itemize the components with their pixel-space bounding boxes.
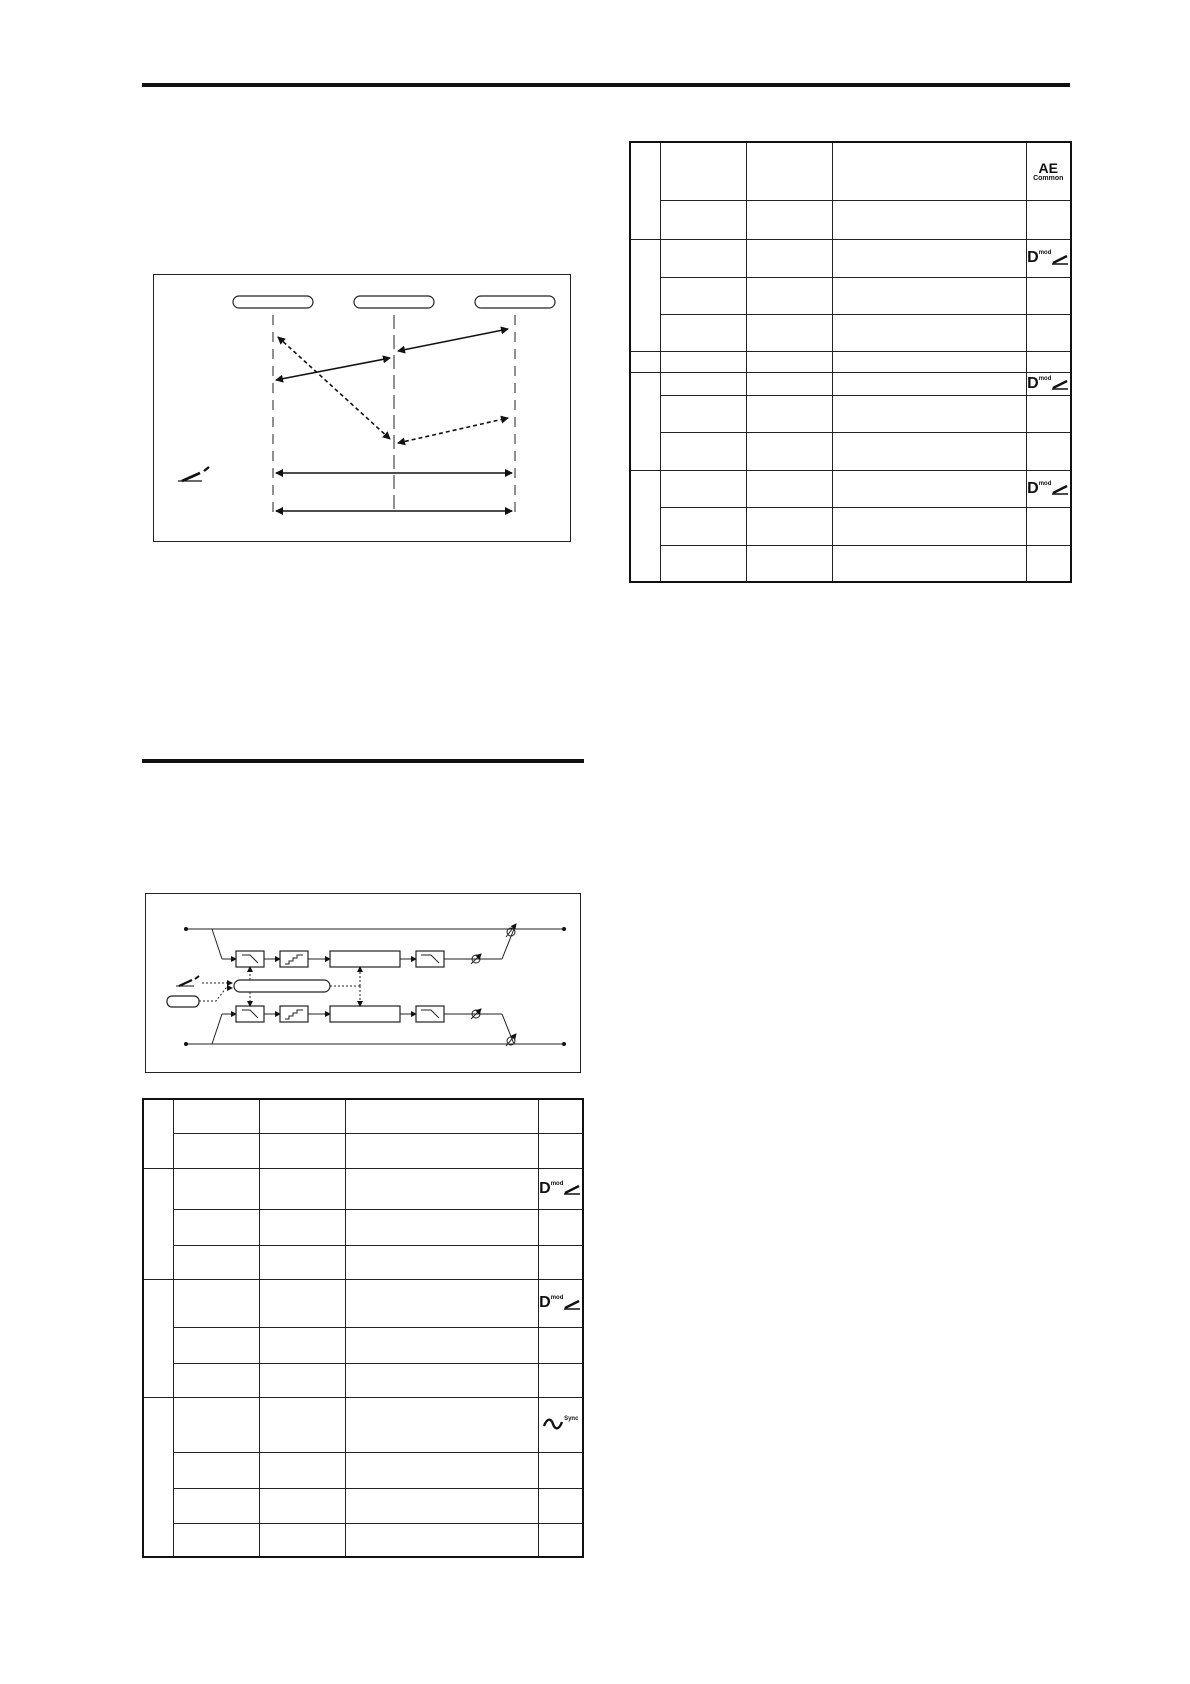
table-cell bbox=[832, 395, 1026, 432]
route-arrow-3 bbox=[278, 337, 390, 439]
table-row bbox=[630, 470, 1071, 507]
table-cell bbox=[746, 200, 832, 239]
lower-process-block bbox=[330, 1006, 400, 1022]
table-cell bbox=[746, 432, 832, 470]
badge-cell bbox=[538, 1327, 583, 1363]
group-cell bbox=[143, 1279, 173, 1397]
table-row bbox=[143, 1488, 583, 1523]
table-cell bbox=[660, 277, 746, 314]
modulation-pill bbox=[234, 980, 330, 992]
table-cell bbox=[345, 1363, 538, 1397]
table-cell bbox=[660, 239, 746, 277]
badge-cell bbox=[538, 1363, 583, 1397]
table-cell bbox=[173, 1488, 259, 1523]
table-cell bbox=[345, 1133, 538, 1168]
table-cell bbox=[345, 1488, 538, 1523]
table-cell bbox=[345, 1327, 538, 1363]
table-row bbox=[630, 142, 1071, 200]
table-row bbox=[630, 277, 1071, 314]
table-row bbox=[143, 1327, 583, 1363]
table-cell bbox=[345, 1245, 538, 1279]
group-cell bbox=[143, 1168, 173, 1279]
table-cell bbox=[746, 372, 832, 395]
route-arrow-2 bbox=[398, 329, 508, 351]
badge-cell bbox=[1026, 277, 1071, 314]
dmod-badge-letter: D bbox=[539, 1294, 551, 1311]
table-row bbox=[143, 1363, 583, 1397]
badge-cell bbox=[1026, 432, 1071, 470]
group-cell bbox=[630, 351, 660, 372]
table-row bbox=[143, 1168, 583, 1209]
badge-cell bbox=[1026, 545, 1071, 582]
table-cell bbox=[660, 351, 746, 372]
control-source-pill bbox=[167, 996, 199, 1007]
sync-badge-label: Sync bbox=[564, 1415, 579, 1422]
parameter-table-right bbox=[629, 141, 1072, 583]
upper-lowpass-block bbox=[416, 951, 444, 967]
table-cell bbox=[259, 1209, 345, 1245]
group-cell bbox=[630, 372, 660, 470]
table-cell bbox=[345, 1099, 538, 1133]
table-cell bbox=[832, 507, 1026, 545]
table-cell bbox=[259, 1245, 345, 1279]
table-cell bbox=[173, 1099, 259, 1133]
table-cell bbox=[660, 142, 746, 200]
dmod-badge-sup: mod bbox=[1038, 480, 1052, 487]
dmod-badge-letter: D bbox=[1027, 249, 1039, 266]
table-cell bbox=[345, 1397, 538, 1452]
badge-cell bbox=[538, 1397, 583, 1452]
table-cell bbox=[746, 545, 832, 582]
parameter-table-left bbox=[142, 1098, 584, 1558]
table-cell bbox=[660, 507, 746, 545]
table-cell bbox=[832, 277, 1026, 314]
table-cell bbox=[660, 545, 746, 582]
group-cell bbox=[143, 1397, 173, 1557]
table-row bbox=[630, 200, 1071, 239]
table-row bbox=[143, 1523, 583, 1557]
table-cell bbox=[660, 470, 746, 507]
routing-pill-left bbox=[233, 296, 313, 308]
table-cell bbox=[832, 239, 1026, 277]
routing-diagram-svg bbox=[154, 275, 572, 543]
top-rule bbox=[142, 83, 1070, 87]
upper-filter-block bbox=[236, 951, 264, 967]
table-row bbox=[630, 432, 1071, 470]
table-row bbox=[630, 314, 1071, 351]
dmod-badge-icon bbox=[1027, 250, 1069, 266]
table-cell bbox=[345, 1452, 538, 1488]
table-cell bbox=[173, 1397, 259, 1452]
table-cell bbox=[259, 1363, 345, 1397]
badge-cell bbox=[1026, 142, 1071, 200]
dmod-badge-sup: mod bbox=[1038, 250, 1052, 256]
table-row bbox=[143, 1099, 583, 1133]
badge-cell bbox=[1026, 507, 1071, 545]
badge-cell bbox=[538, 1279, 583, 1327]
badge-cell bbox=[1026, 239, 1071, 277]
group-cell bbox=[630, 239, 660, 351]
table-cell bbox=[660, 432, 746, 470]
table-cell bbox=[832, 372, 1026, 395]
common-badge-top: AE bbox=[1038, 159, 1058, 176]
table-row bbox=[630, 545, 1071, 582]
group-cell bbox=[630, 470, 660, 582]
table-cell bbox=[832, 432, 1026, 470]
badge-cell bbox=[1026, 395, 1071, 432]
table-row bbox=[143, 1133, 583, 1168]
table-row bbox=[143, 1245, 583, 1279]
table-cell bbox=[173, 1209, 259, 1245]
table-cell bbox=[259, 1452, 345, 1488]
table-cell bbox=[173, 1363, 259, 1397]
dmod-badge-letter: D bbox=[1027, 479, 1039, 497]
table-cell bbox=[660, 395, 746, 432]
section-rule bbox=[142, 759, 584, 763]
dmod-badge-sup: mod bbox=[1038, 375, 1052, 382]
pedal-modulation-icon bbox=[178, 467, 209, 481]
effect-block-diagram bbox=[145, 893, 581, 1073]
table-cell bbox=[173, 1168, 259, 1209]
table-cell bbox=[259, 1523, 345, 1557]
table-cell bbox=[173, 1452, 259, 1488]
table-cell bbox=[832, 545, 1026, 582]
dmod-badge-icon bbox=[1027, 481, 1069, 497]
table-cell bbox=[173, 1245, 259, 1279]
table-cell bbox=[660, 372, 746, 395]
table-cell bbox=[832, 351, 1026, 372]
routing-diagram bbox=[153, 274, 571, 542]
table-cell bbox=[746, 470, 832, 507]
table-row bbox=[143, 1397, 583, 1452]
group-cell bbox=[143, 1099, 173, 1168]
table-row bbox=[143, 1279, 583, 1327]
table-row bbox=[630, 351, 1071, 372]
badge-cell bbox=[538, 1168, 583, 1209]
table-row bbox=[630, 239, 1071, 277]
table-cell bbox=[746, 351, 832, 372]
table-cell bbox=[259, 1279, 345, 1327]
badge-cell bbox=[1026, 314, 1071, 351]
table-cell bbox=[746, 395, 832, 432]
table-cell bbox=[259, 1397, 345, 1452]
table-cell bbox=[345, 1168, 538, 1209]
dmod-badge-sup: mod bbox=[550, 1180, 564, 1187]
dmod-badge-icon bbox=[539, 1295, 581, 1311]
table-cell bbox=[746, 239, 832, 277]
table-cell bbox=[259, 1099, 345, 1133]
table-cell bbox=[259, 1327, 345, 1363]
table-cell bbox=[832, 470, 1026, 507]
table-cell bbox=[173, 1279, 259, 1327]
table-cell bbox=[259, 1133, 345, 1168]
table-cell bbox=[832, 200, 1026, 239]
table-cell bbox=[345, 1279, 538, 1327]
route-arrow-1 bbox=[276, 358, 390, 380]
table-row bbox=[143, 1209, 583, 1245]
common-badge-icon bbox=[1027, 161, 1071, 182]
badge-cell bbox=[538, 1245, 583, 1279]
upper-process-block bbox=[330, 951, 400, 967]
lower-lowpass-block bbox=[416, 1006, 444, 1022]
sync-badge-icon bbox=[542, 1416, 578, 1433]
table-row bbox=[630, 395, 1071, 432]
upper-quantize-block bbox=[280, 951, 308, 967]
lower-quantize-block bbox=[280, 1006, 308, 1022]
dmod-badge-icon bbox=[539, 1181, 581, 1197]
lower-filter-block bbox=[236, 1006, 264, 1022]
table-cell bbox=[660, 314, 746, 351]
table-row bbox=[630, 372, 1071, 395]
dmod-badge-letter: D bbox=[1027, 374, 1039, 392]
table-row bbox=[143, 1452, 583, 1488]
table-cell bbox=[173, 1523, 259, 1557]
table-cell bbox=[259, 1488, 345, 1523]
table-cell bbox=[173, 1133, 259, 1168]
effect-block-diagram-svg bbox=[146, 894, 582, 1074]
table-row bbox=[630, 507, 1071, 545]
dmod-badge-letter: D bbox=[539, 1179, 551, 1197]
table-cell bbox=[259, 1168, 345, 1209]
dmod-badge-icon bbox=[1027, 376, 1069, 392]
badge-cell bbox=[1026, 200, 1071, 239]
badge-cell bbox=[538, 1209, 583, 1245]
badge-cell bbox=[1026, 470, 1071, 507]
badge-cell bbox=[538, 1523, 583, 1557]
table-cell bbox=[746, 507, 832, 545]
common-badge-label: Common bbox=[1033, 174, 1064, 182]
table-cell bbox=[746, 277, 832, 314]
dmod-badge-sup: mod bbox=[550, 1295, 564, 1301]
badge-cell bbox=[538, 1488, 583, 1523]
route-arrow-4 bbox=[398, 418, 508, 443]
pedal-modulation-icon bbox=[176, 976, 199, 986]
table-cell bbox=[345, 1209, 538, 1245]
routing-pill-center bbox=[354, 296, 434, 308]
table-cell bbox=[660, 200, 746, 239]
table-cell bbox=[746, 314, 832, 351]
table-cell bbox=[746, 142, 832, 200]
badge-cell bbox=[538, 1133, 583, 1168]
table-cell bbox=[832, 314, 1026, 351]
table-cell bbox=[173, 1327, 259, 1363]
badge-cell bbox=[538, 1099, 583, 1133]
badge-cell bbox=[1026, 351, 1071, 372]
badge-cell bbox=[538, 1452, 583, 1488]
routing-pill-right bbox=[475, 296, 555, 308]
badge-cell bbox=[1026, 372, 1071, 395]
table-cell bbox=[345, 1523, 538, 1557]
table-cell bbox=[832, 142, 1026, 200]
group-cell bbox=[630, 142, 660, 239]
